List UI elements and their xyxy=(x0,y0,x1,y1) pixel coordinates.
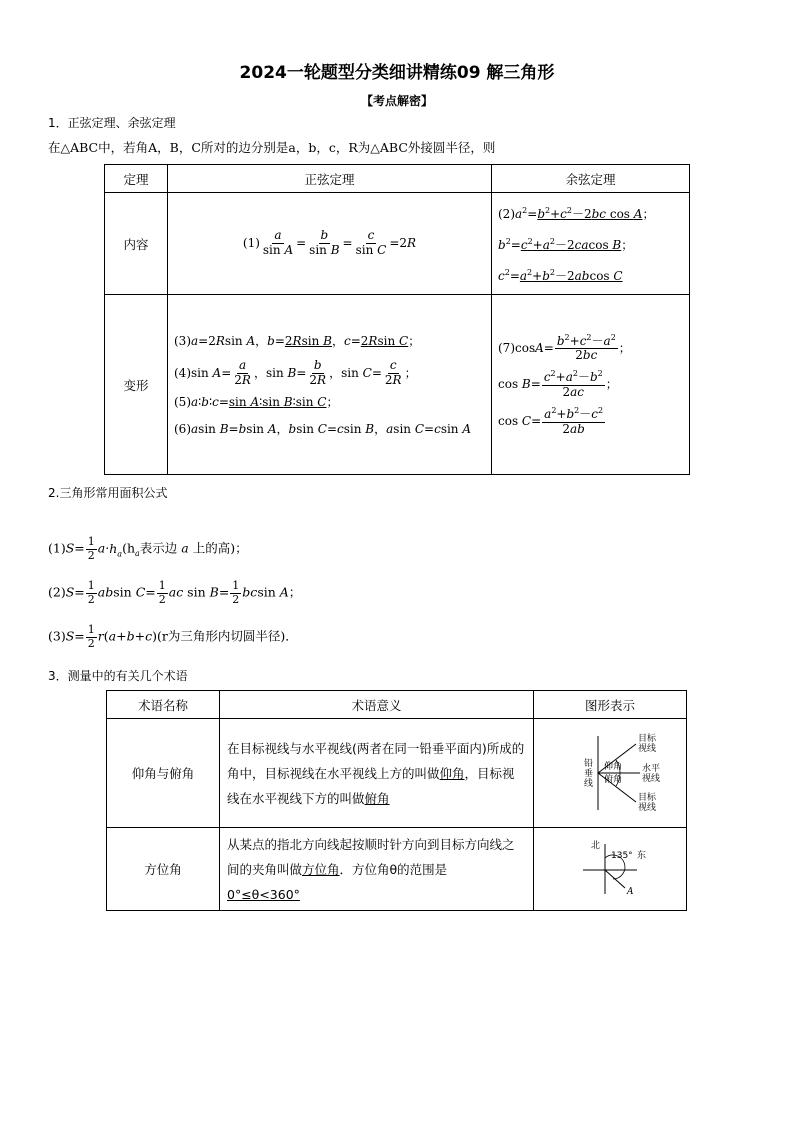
fig-label-point-a: A xyxy=(627,887,634,897)
fig-label-target-1: 目标 xyxy=(638,734,657,744)
term-depression-keyword: 俯角 xyxy=(364,790,390,806)
section-3-heading: 3．测量中的有关几个术语 xyxy=(48,669,188,683)
laws-table xyxy=(104,164,690,475)
area-formula-2: (2)S= $\frac{1}{2}$ absin C= $\frac{1}{2}$ ac sin B= $\frac{1}{2}$ bcsin A； xyxy=(48,579,302,606)
sine-law-content: (1) $\frac{a}{\text{sin A}}$ = $\frac{b}{\text{sin B}}$ = $\frac{c}{\text{sin C}}$ =2R xyxy=(168,193,492,295)
table1-header-sine: 正弦定理 xyxy=(168,165,492,193)
sine-law-transform: (3)a=2Rsin A，b=2Rsin B，c=2Rsin C； (4)sin A= $\frac{a}{2R}$ ，sin B= $\frac{b}{2R}$ ，sin C= $\frac{c}{2R}$ ； (5)a∶b∶c=sin A∶sin B∶sin C； (6)asin B=bsin A，bsin C=csin B，asin C=csin A xyxy=(168,295,492,475)
fig-label-plumb-3: 线 xyxy=(584,779,594,789)
fig-label-east: 东 xyxy=(637,851,647,861)
table2-header-figure: 图形表示 xyxy=(534,691,687,719)
term-azimuth-meaning xyxy=(220,828,534,911)
term-elevation-name: 仰角与俯角 xyxy=(107,719,220,828)
term-azimuth-meaning-text: 从某点的指北方向线起按顺时针方向到目标方向线之间的夹角叫做 xyxy=(227,836,515,877)
term-azimuth-range: 0°≤θ<360° xyxy=(227,886,300,902)
fig-label-north: 北 xyxy=(591,841,601,851)
azimuth-diagram xyxy=(565,836,655,902)
section-2-heading: 2.三角形常用面积公式 xyxy=(48,486,168,500)
area-formula-1: (1)S= $\frac{1}{2}$ $a\cdot h_a(h_a$表示边 a 上的高)； xyxy=(48,535,248,562)
term-elevation-meaning-text: 在目标视线与水平视线(两者在同一铅垂平面内)所成的角中，目标视线在水平视线上方的叫做 xyxy=(227,740,525,781)
table1-header-theorem: 定理 xyxy=(105,165,168,193)
term-azimuth-keyword: 方位角 xyxy=(302,861,340,877)
area-formula-3: (3)S= $\frac{1}{2}$ r(a+b+c)(r为三角形内切圆半径)． xyxy=(48,623,298,650)
area-formula-1-note: (h xyxy=(122,540,135,556)
term-elevation-meaning xyxy=(220,719,534,828)
fig-label-plumb-2: 垂 xyxy=(584,769,594,779)
fig-label-horizontal-2: 视线 xyxy=(642,774,661,784)
term-elevation-meaning-text2: ，目标视线在水平视线下方的叫做 xyxy=(227,765,515,806)
elevation-depression-diagram xyxy=(550,728,670,818)
fig-label-plumb-1: 铅 xyxy=(584,759,594,769)
cosine-law-transform: (7)cosA= $\frac{b^2+c^2-a^2}{2bc}$ ； cos B= $\frac{c^2+a^2-b^2}{2ac}$ ； cos C= $\frac{a^2+b^2-c^2}{2ab}$ xyxy=(492,295,690,475)
page-subtitle: 【考点解密】 xyxy=(360,94,433,108)
fig-label-target-2: 目标 xyxy=(638,793,657,803)
table1-row-transform-label: 变形 xyxy=(105,295,168,475)
table1-row-content-label: 内容 xyxy=(105,193,168,295)
section-1-heading: 1．正弦定理、余弦定理 xyxy=(48,116,176,130)
area-formula-1-note3: 上的高)； xyxy=(192,540,248,556)
term-azimuth-meaning-text2: ．方位角θ的范围是 xyxy=(339,861,448,877)
fig-label-sight-1: 视线 xyxy=(638,744,657,754)
term-elevation-keyword: 仰角 xyxy=(439,765,465,781)
table2-header-name: 术语名称 xyxy=(107,691,220,719)
table2-header-meaning: 术语意义 xyxy=(220,691,534,719)
page-title: 2024一轮题型分类细讲精练09 解三角形 xyxy=(239,63,555,83)
fig-label-horizontal-1: 水平 xyxy=(642,764,661,774)
area-formula-1-note2: 表示边 xyxy=(139,540,178,556)
fig-label-135: 135° xyxy=(611,851,633,861)
area-formula-3-note: (r为三角形内切圆半径)． xyxy=(157,628,298,644)
table1-header-cosine: 余弦定理 xyxy=(492,165,690,193)
azimuth-figure-cell xyxy=(534,828,687,911)
fig-label-elevation: 仰角 xyxy=(604,762,623,772)
terms-table xyxy=(106,690,687,911)
fig-label-depression: 俯角 xyxy=(604,775,623,785)
elevation-figure-cell xyxy=(534,719,687,828)
cosine-law-content: $(2)a^2=b^2+c^2-2bc$ cos A； $b^2=c^2+a^2-2cacos$ B； $c^2=a^2+b^2-2abcos$ C xyxy=(492,193,690,295)
fig-label-sight-2: 视线 xyxy=(638,803,657,813)
term-azimuth-name: 方位角 xyxy=(107,828,220,911)
section-1-intro: 在△ABC中，若角A，B，C所对的边分别是a，b，c，R为△ABC外接圆半径，则 xyxy=(48,140,496,155)
